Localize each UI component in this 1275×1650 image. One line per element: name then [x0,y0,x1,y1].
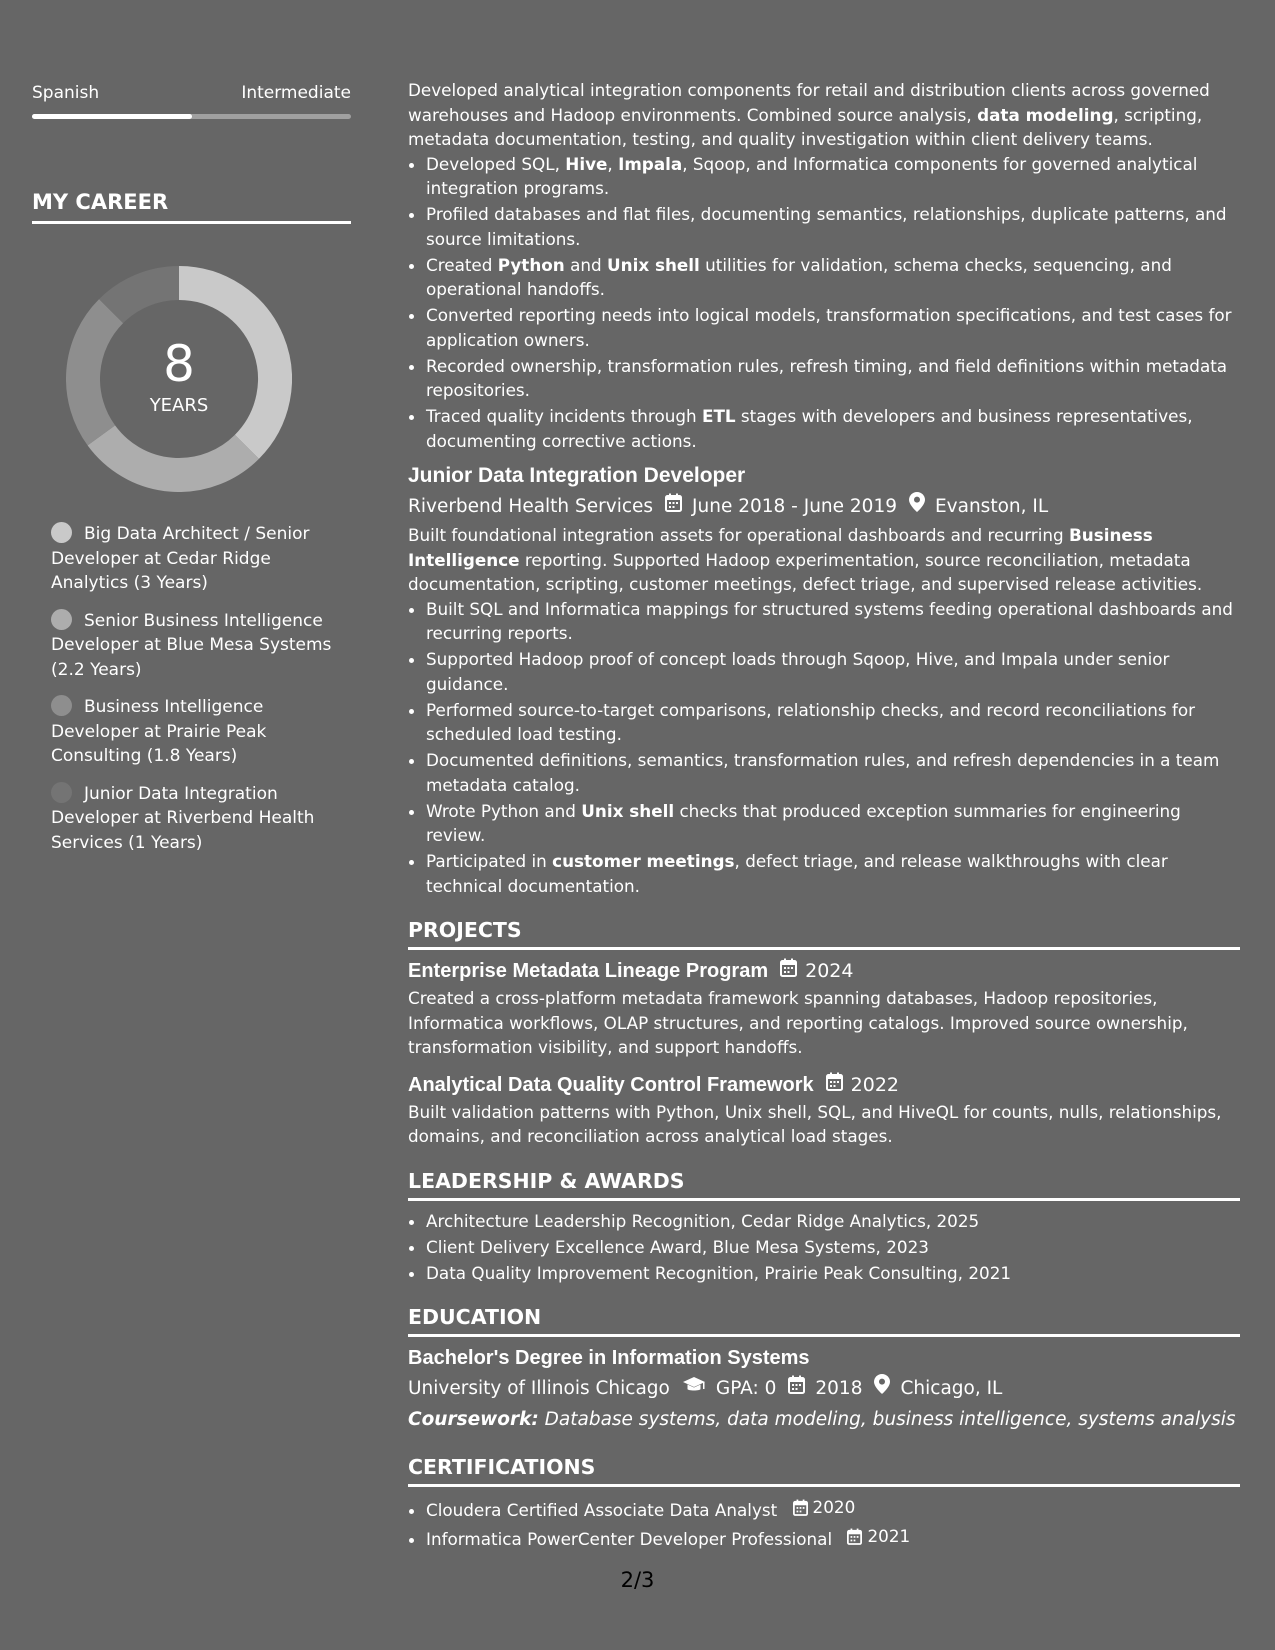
job-summary: Built foundational integration assets for operational dashboards and recurring Business Intelligence reporting. Supported Hadoop experimentation, source reconciliation, metadata documentation, scripting, customer meetings, defect triage, and supervised release activities. [408,525,1203,594]
section-title-certifications: CERTIFICATIONS [408,1453,1240,1487]
certification-year: 2020 [812,1497,856,1517]
project-title [408,1070,1240,1100]
donut-segment [101,435,247,475]
career-heading: MY CAREER [32,187,351,224]
calendar-icon [788,1373,805,1405]
project-year: 2024 [805,960,854,982]
project-description: Built validation patterns with Python, Unix shell, SQL, and HiveQL for counts, nulls, relationships, domains, and reconciliation across analytical load stages. [408,1101,1222,1146]
bullet-item: • Participated in customer meetings, defect triage, and release walkthroughs with clear technical documentation. [426,849,1240,898]
job-bullets [408,597,1240,899]
legend-dot-icon [51,609,72,630]
calendar-icon [665,491,682,523]
certification-name: Cloudera Certified Associate Data Analyst [426,1499,778,1520]
map-pin-icon [874,1373,890,1405]
career-legend-text: Business Intelligence Developer at Prairie Peak Consulting (1.8 Years) [51,697,267,766]
job-bullets [408,152,1240,454]
school-name: University of Illinois Chicago [408,1378,670,1399]
coursework-label: Coursework: [408,1409,539,1430]
education-meta [408,1373,1240,1405]
certification-name: Informatica PowerCenter Developer Professional [426,1528,833,1549]
bullet-item: • Data Quality Improvement Recognition, Prairie Peak Consulting, 2021 [426,1261,1240,1286]
bullet-item: • Profiled databases and flat files, documenting semantics, relationships, duplicate patterns, and source limitations. [426,202,1240,251]
degree-title: Bachelor's Degree in Information Systems [408,1347,810,1369]
section-title-awards: LEADERSHIP & AWARDS [408,1167,1240,1201]
career-donut-chart [66,266,292,492]
project-title [408,956,1240,986]
bullet-item: • Developed SQL, Hive, Impala, Sqoop, and Informatica components for governed analytical integration programs. [426,152,1240,201]
map-pin-icon [909,491,925,523]
legend-dot-icon [51,695,72,716]
career-total-label: YEARS [149,395,209,416]
career-legend-item [51,522,336,596]
certification-date [793,1495,856,1520]
education-location: Chicago, IL [900,1378,1003,1399]
bullet-item: • Performed source-to-target comparisons, relationship checks, and record reconciliations for scheduled load testing. [426,698,1240,747]
career-legend-text: Senior Business Intelligence Developer at Blue Mesa Systems (2.2 Years) [51,610,332,680]
language-progress-bar [32,114,351,119]
certification-item [426,1524,1240,1551]
job-location: Evanston, IL [934,496,1049,517]
calendar-icon [847,1528,862,1545]
career-legend [32,522,351,855]
career-legend-item [51,782,336,856]
bullet-item: • Built SQL and Informatica mappings for structured systems feeding operational dashboards and recurring reports. [426,597,1240,646]
career-legend-item [51,695,336,769]
certification-year: 2021 [867,1525,911,1546]
project-name: Enterprise Metadata Lineage Program [408,960,769,982]
language-row [32,78,351,108]
coursework [408,1405,1240,1435]
awards-list [408,1209,1240,1286]
job-summary: Developed analytical integration components for retail and distribution clients across governed warehouses and Hadoop environments. Combined source analysis, data modeling, scripting, metadata documentation, testing, and quality investigation within client delivery teams. [408,80,1210,149]
legend-dot-icon [51,522,72,543]
coursework-text: Database systems, data modeling, business intelligence, systems analysis [544,1409,1236,1430]
job-title: Junior Data Integration Developer [408,464,746,487]
career-legend-item [51,609,336,683]
certification-date [847,1524,910,1549]
calendar-icon [780,956,797,986]
career-legend-text: Big Data Architect / Senior Developer at Cedar Ridge Analytics (3 Years) [51,524,310,593]
company-name: Riverbend Health Services [408,496,654,517]
bullet-item: • Supported Hadoop proof of concept loads through Sqoop, Hive, and Impala under senior guidance. [426,647,1240,696]
career-legend-text: Junior Data Integration Developer at Riverbend Health Services (1 Years) [51,783,315,853]
bullet-item: • Created Python and Unix shell utilities for validation, schema checks, sequencing, and operational handoffs. [426,253,1240,302]
language-name: Spanish [32,83,100,103]
certification-item [426,1495,1240,1522]
bullet-item: • Architecture Leadership Recognition, Cedar Ridge Analytics, 2025 [426,1209,1240,1234]
calendar-icon [826,1070,843,1100]
section-title-education: EDUCATION [408,1303,1240,1337]
bullet-item: • Recorded ownership, transformation rules, refresh timing, and field definitions within metadata repositories. [426,354,1240,403]
gpa: GPA: 0 [715,1378,777,1399]
graduation-cap-icon [682,1373,706,1405]
main-content [408,78,1240,1553]
project-name: Analytical Data Quality Control Framework [408,1073,814,1096]
calendar-icon [793,1499,808,1516]
bullet-item: • Converted reporting needs into logical models, transformation specifications, and test cases for application owners. [426,303,1240,352]
sidebar [32,78,351,868]
graduation-year: 2018 [815,1378,863,1399]
legend-dot-icon [51,782,72,803]
career-total-number: 8 [163,335,195,393]
job-dates: June 2018 - June 2019 [692,496,897,517]
section-title-projects: PROJECTS [408,916,1240,950]
project-year: 2022 [850,1073,900,1096]
certifications-list [408,1495,1240,1551]
project-description: Created a cross-platform metadata framework spanning databases, Hadoop repositories, Informatica workflows, OLAP structures, and reporting catalogs. Improved source ownership, transformation visibility, and support handoffs. [408,988,1188,1057]
bullet-item: • Documented definitions, semantics, transformation rules, and refresh dependencies in a team metadata catalog. [426,748,1240,797]
language-level: Intermediate [241,83,351,103]
bullet-item: • Client Delivery Excellence Award, Blue Mesa Systems, 2023 [426,1235,1240,1260]
donut-segment [111,283,179,311]
bullet-item: • Wrote Python and Unix shell checks that produced exception summaries for engineering review. [426,799,1240,848]
job-meta [408,491,1240,523]
page-number: 2/3 [620,1568,655,1592]
bullet-item: • Traced quality incidents through ETL stages with developers and business representatives, documenting corrective actions. [426,404,1240,453]
language-progress-fill [32,114,192,119]
